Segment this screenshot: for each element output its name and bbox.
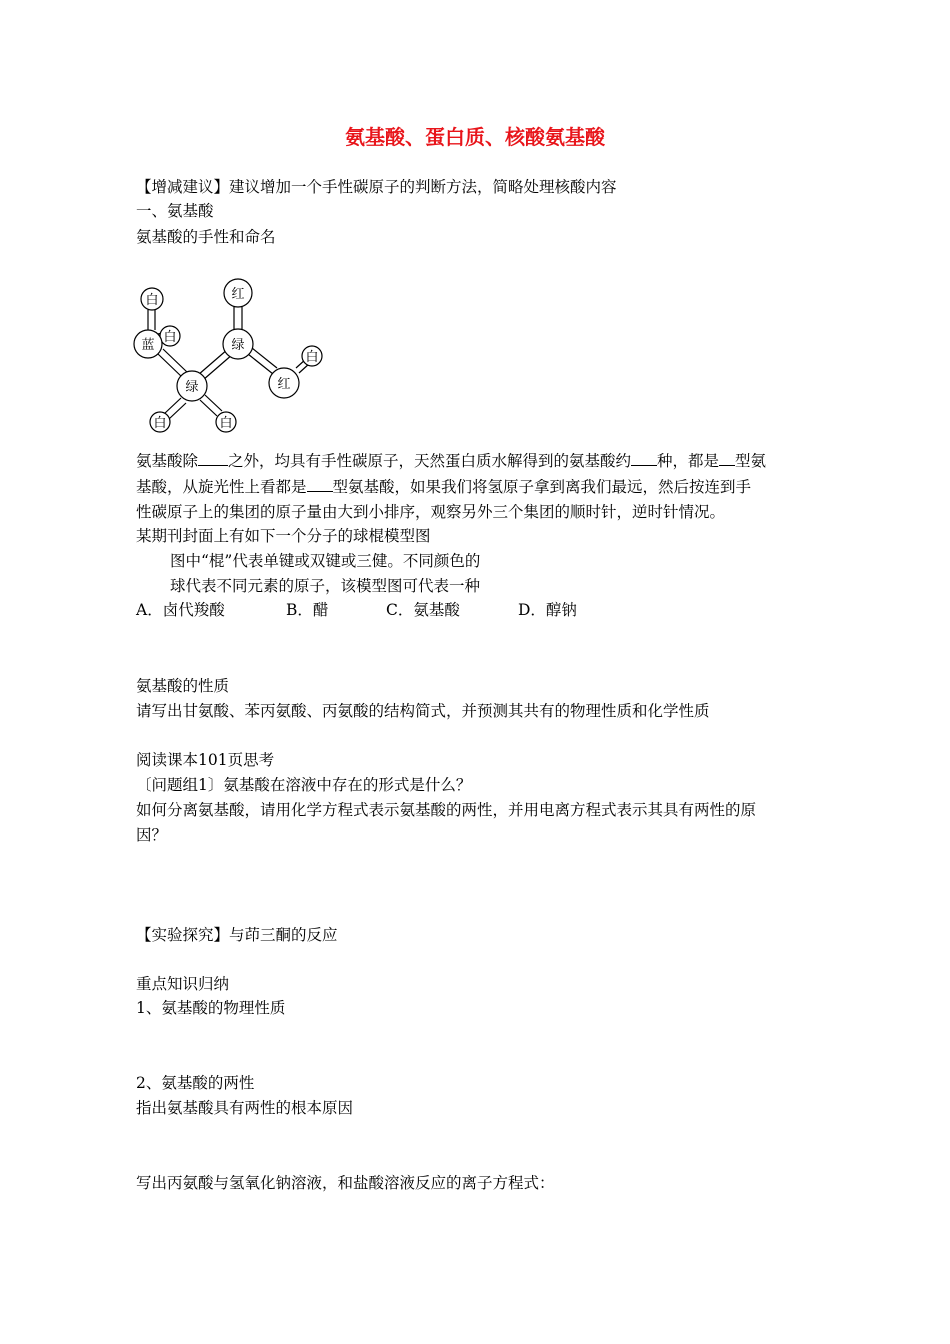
point-amphoteric: 2、氨基酸的两性 xyxy=(136,1074,255,1092)
option-d[interactable]: D．醇钠 xyxy=(518,601,577,619)
question-intro: 某期刊封面上有如下一个分子的球棍模型图 xyxy=(136,527,431,545)
text-segment: 氨基酸除 xyxy=(136,452,199,470)
option-a[interactable]: A．卤代羧酸 xyxy=(136,601,225,619)
text-segment: 型氨 xyxy=(735,452,767,470)
text-segment: 种，都是 xyxy=(657,452,720,470)
suggestion-text: 【增减建议】建议增加一个手性碳原子的判断方法，简略处理核酸内容 xyxy=(136,178,617,196)
atom-label: 白 xyxy=(305,350,319,365)
subheading-chirality: 氨基酸的手性和命名 xyxy=(136,228,276,246)
atom-label: 白 xyxy=(163,330,177,345)
atom-label: 红 xyxy=(277,377,291,392)
point-amphoteric-sub: 指出氨基酸具有两性的根本原因 xyxy=(136,1099,354,1117)
reading-prompt: 阅读课本101页思考 xyxy=(136,751,275,769)
question-line-2: 球代表不同元素的原子，该模型图可代表一种 xyxy=(170,577,481,595)
atom-label: 绿 xyxy=(185,380,199,395)
atom-label: 蓝 xyxy=(141,338,155,353)
fill-blank-line-1 xyxy=(136,449,766,473)
blank-field[interactable] xyxy=(719,449,735,466)
separation-question: 如何分离氨基酸，请用化学方程式表示氨基酸的两性，并用电离方程式表示其具有两性的原 xyxy=(136,801,757,819)
properties-heading: 氨基酸的性质 xyxy=(136,677,230,695)
text-segment: 之外，均具有手性碳原子，天然蛋白质水解得到的氨基酸约 xyxy=(228,452,632,470)
atom-label: 绿 xyxy=(231,338,245,353)
properties-task: 请写出甘氨酸、苯丙氨酸、丙氨酸的结构简式，并预测其共有的物理性质和化学性质 xyxy=(136,702,710,720)
atom-label: 白 xyxy=(145,293,159,308)
experiment-heading: 【实验探究】与茚三酮的反应 xyxy=(136,926,338,944)
ball-stick-molecule-diagram xyxy=(128,272,338,442)
blank-field[interactable] xyxy=(307,475,333,492)
separation-question-cont: 因？ xyxy=(136,826,168,844)
atom-label: 红 xyxy=(231,287,245,302)
summary-heading: 重点知识归纳 xyxy=(136,975,230,993)
fill-blank-line-3: 性碳原子上的集团的原子量由大到小排序，观察另外三个集团的顺时针，逆时针情况。 xyxy=(136,503,726,521)
answer-options xyxy=(136,598,577,622)
question-group-1: 〔问题组1〕氨基酸在溶液中存在的形式是什么？ xyxy=(136,776,472,794)
atom-label: 白 xyxy=(153,416,167,431)
point-physical-properties: 1、氨基酸的物理性质 xyxy=(136,999,286,1017)
question-line-1: 图中“棍”代表单键或双键或三健。不同颜色的 xyxy=(170,552,481,570)
blank-field[interactable] xyxy=(198,449,228,466)
atom-label: 白 xyxy=(219,416,233,431)
option-c[interactable]: C．氨基酸 xyxy=(386,601,460,619)
text-segment: 型氨基酸，如果我们将氢原子拿到离我们最远，然后按连到手 xyxy=(332,478,752,496)
page-title: 氨基酸、蛋白质、核酸氨基酸 xyxy=(345,125,605,149)
text-segment: 基酸，从旋光性上看都是 xyxy=(136,478,307,496)
blank-field[interactable] xyxy=(631,449,657,466)
section-heading-amino-acid: 一、氨基酸 xyxy=(136,202,214,220)
option-b[interactable]: B．醋 xyxy=(286,601,329,619)
fill-blank-line-2 xyxy=(136,475,751,499)
ionic-equation-task: 写出丙氨酸与氢氧化钠溶液，和盐酸溶液反应的离子方程式： xyxy=(136,1174,555,1192)
